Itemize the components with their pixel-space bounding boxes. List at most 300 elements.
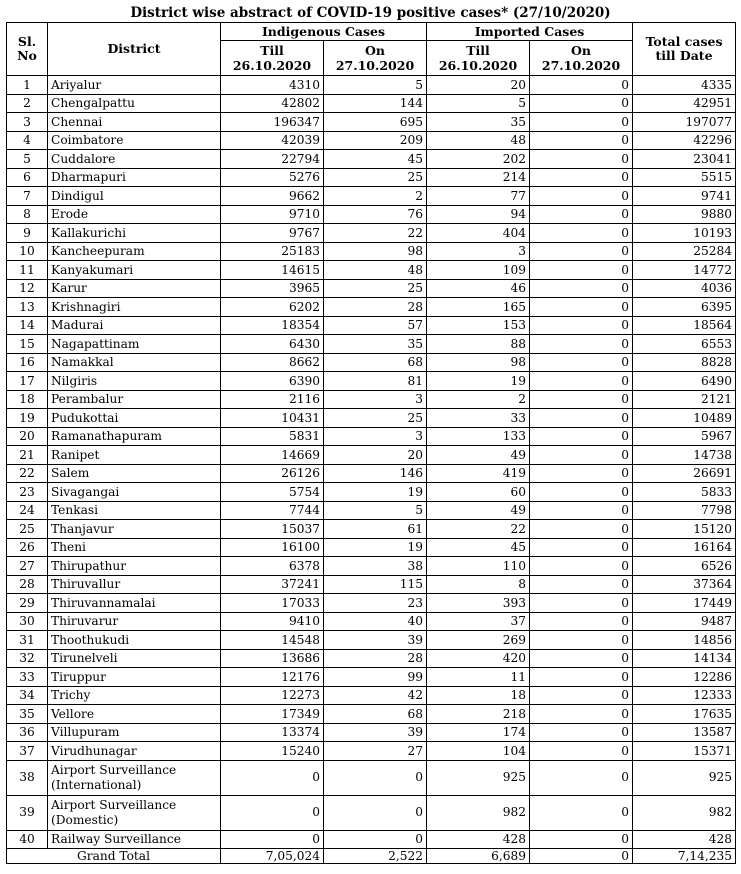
covid-district-table	[6, 22, 736, 864]
cell-imported-on: 0	[530, 335, 633, 354]
cell-indigenous-on: 25	[324, 279, 427, 298]
table-row	[7, 612, 736, 631]
cell-imported-till: 925	[427, 760, 530, 795]
cell-indigenous-on: 3	[324, 427, 427, 446]
cell-sl-no: 30	[7, 612, 48, 631]
cell-indigenous-on: 25	[324, 168, 427, 187]
cell-sl-no: 37	[7, 742, 48, 761]
cell-imported-till: 49	[427, 446, 530, 465]
header-sl-no: Sl. No	[7, 23, 48, 76]
header-imported-on: On 27.10.2020	[530, 41, 633, 76]
grand-total-indigenous-on: 2,522	[324, 849, 427, 864]
cell-indigenous-till: 5754	[221, 483, 324, 502]
cell-sl-no: 23	[7, 483, 48, 502]
cell-total: 37364	[633, 575, 736, 594]
cell-imported-till: 8	[427, 575, 530, 594]
cell-indigenous-till: 42802	[221, 94, 324, 113]
cell-total: 26691	[633, 464, 736, 483]
cell-indigenous-on: 27	[324, 742, 427, 761]
cell-sl-no: 1	[7, 76, 48, 95]
cell-district: Villupuram	[48, 723, 221, 742]
cell-imported-till: 94	[427, 205, 530, 224]
cell-total: 9487	[633, 612, 736, 631]
cell-total: 10193	[633, 224, 736, 243]
cell-indigenous-on: 23	[324, 594, 427, 613]
cell-district: Thanjavur	[48, 520, 221, 539]
table-row	[7, 76, 736, 95]
cell-sl-no: 21	[7, 446, 48, 465]
table-row	[7, 224, 736, 243]
cell-district: Airport Surveillance (International)	[48, 760, 221, 795]
table-row	[7, 723, 736, 742]
cell-indigenous-till: 196347	[221, 113, 324, 132]
cell-district: Thirupathur	[48, 557, 221, 576]
cell-imported-till: 419	[427, 464, 530, 483]
cell-imported-till: 11	[427, 668, 530, 687]
cell-district: Madurai	[48, 316, 221, 335]
cell-imported-on: 0	[530, 131, 633, 150]
cell-total: 18564	[633, 316, 736, 335]
cell-imported-till: 77	[427, 187, 530, 206]
cell-imported-till: 269	[427, 631, 530, 650]
cell-imported-till: 37	[427, 612, 530, 631]
cell-district: Kancheepuram	[48, 242, 221, 261]
cell-total: 4335	[633, 76, 736, 95]
cell-indigenous-on: 695	[324, 113, 427, 132]
cell-indigenous-on: 35	[324, 335, 427, 354]
cell-total: 17449	[633, 594, 736, 613]
cell-imported-on: 0	[530, 686, 633, 705]
cell-imported-on: 0	[530, 612, 633, 631]
cell-imported-on: 0	[530, 372, 633, 391]
cell-district: Thiruvarur	[48, 612, 221, 631]
cell-indigenous-on: 42	[324, 686, 427, 705]
cell-total: 9741	[633, 187, 736, 206]
cell-imported-till: 60	[427, 483, 530, 502]
cell-indigenous-till: 2116	[221, 390, 324, 409]
cell-indigenous-till: 18354	[221, 316, 324, 335]
table-row	[7, 205, 736, 224]
cell-sl-no: 12	[7, 279, 48, 298]
cell-total: 14134	[633, 649, 736, 668]
cell-imported-till: 174	[427, 723, 530, 742]
cell-imported-on: 0	[530, 464, 633, 483]
cell-total: 6490	[633, 372, 736, 391]
cell-district: Chennai	[48, 113, 221, 132]
cell-imported-on: 0	[530, 409, 633, 428]
cell-indigenous-on: 28	[324, 649, 427, 668]
cell-total: 925	[633, 760, 736, 795]
cell-sl-no: 7	[7, 187, 48, 206]
grand-total-indigenous-till: 7,05,024	[221, 849, 324, 864]
cell-indigenous-till: 0	[221, 760, 324, 795]
cell-imported-on: 0	[530, 261, 633, 280]
cell-imported-till: 48	[427, 131, 530, 150]
cell-district: Kallakurichi	[48, 224, 221, 243]
table-row	[7, 464, 736, 483]
cell-indigenous-till: 22794	[221, 150, 324, 169]
cell-district: Virudhunagar	[48, 742, 221, 761]
cell-indigenous-till: 10431	[221, 409, 324, 428]
document-page	[6, 4, 735, 864]
cell-imported-till: 133	[427, 427, 530, 446]
cell-district: Nilgiris	[48, 372, 221, 391]
table-row	[7, 242, 736, 261]
cell-indigenous-till: 16100	[221, 538, 324, 557]
cell-total: 15371	[633, 742, 736, 761]
cell-imported-on: 0	[530, 279, 633, 298]
cell-imported-till: 2	[427, 390, 530, 409]
cell-imported-till: 110	[427, 557, 530, 576]
cell-total: 14772	[633, 261, 736, 280]
cell-imported-till: 3	[427, 242, 530, 261]
cell-sl-no: 14	[7, 316, 48, 335]
cell-imported-till: 202	[427, 150, 530, 169]
cell-total: 7798	[633, 501, 736, 520]
cell-sl-no: 34	[7, 686, 48, 705]
cell-indigenous-till: 3965	[221, 279, 324, 298]
cell-indigenous-on: 45	[324, 150, 427, 169]
table-row	[7, 501, 736, 520]
cell-total: 982	[633, 795, 736, 830]
cell-indigenous-till: 7744	[221, 501, 324, 520]
cell-indigenous-till: 14615	[221, 261, 324, 280]
cell-total: 14856	[633, 631, 736, 650]
cell-indigenous-till: 9767	[221, 224, 324, 243]
cell-district: Pudukottai	[48, 409, 221, 428]
cell-imported-on: 0	[530, 742, 633, 761]
cell-sl-no: 24	[7, 501, 48, 520]
cell-indigenous-on: 39	[324, 631, 427, 650]
cell-total: 17635	[633, 705, 736, 724]
cell-indigenous-on: 2	[324, 187, 427, 206]
cell-sl-no: 10	[7, 242, 48, 261]
cell-indigenous-on: 5	[324, 76, 427, 95]
cell-imported-on: 0	[530, 353, 633, 372]
cell-indigenous-on: 19	[324, 538, 427, 557]
cell-imported-till: 19	[427, 372, 530, 391]
cell-sl-no: 8	[7, 205, 48, 224]
table-header	[7, 23, 736, 76]
table-row	[7, 316, 736, 335]
cell-indigenous-on: 68	[324, 705, 427, 724]
cell-indigenous-till: 26126	[221, 464, 324, 483]
cell-sl-no: 20	[7, 427, 48, 446]
cell-sl-no: 31	[7, 631, 48, 650]
grand-total-imported-on: 0	[530, 849, 633, 864]
cell-indigenous-on: 68	[324, 353, 427, 372]
cell-indigenous-till: 37241	[221, 575, 324, 594]
cell-total: 6395	[633, 298, 736, 317]
cell-sl-no: 9	[7, 224, 48, 243]
cell-imported-on: 0	[530, 575, 633, 594]
table-row	[7, 760, 736, 795]
cell-district: Karur	[48, 279, 221, 298]
grand-total-label: Grand Total	[7, 849, 221, 864]
cell-indigenous-on: 5	[324, 501, 427, 520]
cell-sl-no: 28	[7, 575, 48, 594]
cell-total: 42951	[633, 94, 736, 113]
table-row	[7, 279, 736, 298]
header-indigenous-on: On 27.10.2020	[324, 41, 427, 76]
cell-imported-on: 0	[530, 649, 633, 668]
cell-total: 10489	[633, 409, 736, 428]
cell-imported-on: 0	[530, 705, 633, 724]
cell-imported-on: 0	[530, 668, 633, 687]
cell-imported-on: 0	[530, 94, 633, 113]
cell-imported-till: 109	[427, 261, 530, 280]
cell-imported-till: 22	[427, 520, 530, 539]
cell-imported-on: 0	[530, 242, 633, 261]
grand-total-row	[7, 849, 736, 864]
cell-sl-no: 18	[7, 390, 48, 409]
cell-district: Perambalur	[48, 390, 221, 409]
header-indigenous-till: Till 26.10.2020	[221, 41, 324, 76]
cell-total: 9880	[633, 205, 736, 224]
cell-sl-no: 40	[7, 830, 48, 849]
cell-imported-on: 0	[530, 316, 633, 335]
cell-imported-on: 0	[530, 557, 633, 576]
table-row	[7, 409, 736, 428]
table-title: District wise abstract of COVID-19 positive cases* (27/10/2020)	[130, 5, 611, 21]
header-total-cases: Total cases till Date	[633, 23, 736, 76]
cell-indigenous-on: 76	[324, 205, 427, 224]
cell-indigenous-till: 17033	[221, 594, 324, 613]
table-row	[7, 686, 736, 705]
header-district: District	[48, 23, 221, 76]
cell-imported-on: 0	[530, 501, 633, 520]
table-row	[7, 168, 736, 187]
table-row	[7, 830, 736, 849]
cell-indigenous-on: 0	[324, 760, 427, 795]
table-row	[7, 113, 736, 132]
cell-imported-on: 0	[530, 520, 633, 539]
cell-sl-no: 13	[7, 298, 48, 317]
cell-indigenous-till: 13374	[221, 723, 324, 742]
cell-district: Ariyalur	[48, 76, 221, 95]
cell-total: 14738	[633, 446, 736, 465]
table-row	[7, 353, 736, 372]
cell-sl-no: 19	[7, 409, 48, 428]
cell-imported-till: 46	[427, 279, 530, 298]
cell-indigenous-till: 0	[221, 795, 324, 830]
cell-imported-till: 214	[427, 168, 530, 187]
cell-district: Thiruvannamalai	[48, 594, 221, 613]
cell-total: 4036	[633, 279, 736, 298]
cell-sl-no: 4	[7, 131, 48, 150]
cell-indigenous-till: 5276	[221, 168, 324, 187]
cell-total: 197077	[633, 113, 736, 132]
cell-total: 12333	[633, 686, 736, 705]
cell-total: 12286	[633, 668, 736, 687]
cell-indigenous-on: 0	[324, 795, 427, 830]
cell-imported-till: 45	[427, 538, 530, 557]
cell-district: Tenkasi	[48, 501, 221, 520]
table-row	[7, 446, 736, 465]
cell-indigenous-till: 42039	[221, 131, 324, 150]
cell-imported-on: 0	[530, 538, 633, 557]
cell-imported-till: 428	[427, 830, 530, 849]
table-row	[7, 557, 736, 576]
cell-indigenous-till: 6390	[221, 372, 324, 391]
cell-indigenous-on: 19	[324, 483, 427, 502]
table-row	[7, 668, 736, 687]
cell-indigenous-on: 0	[324, 830, 427, 849]
cell-total: 15120	[633, 520, 736, 539]
table-row	[7, 575, 736, 594]
cell-indigenous-till: 14548	[221, 631, 324, 650]
table-row	[7, 631, 736, 650]
grand-total-all: 7,14,235	[633, 849, 736, 864]
cell-imported-till: 393	[427, 594, 530, 613]
cell-imported-on: 0	[530, 594, 633, 613]
cell-indigenous-till: 17349	[221, 705, 324, 724]
table-row	[7, 372, 736, 391]
cell-imported-till: 18	[427, 686, 530, 705]
cell-imported-on: 0	[530, 760, 633, 795]
cell-sl-no: 6	[7, 168, 48, 187]
cell-indigenous-on: 25	[324, 409, 427, 428]
table-row	[7, 390, 736, 409]
cell-imported-on: 0	[530, 168, 633, 187]
cell-total: 5833	[633, 483, 736, 502]
cell-district: Chengalpattu	[48, 94, 221, 113]
cell-district: Tirunelveli	[48, 649, 221, 668]
cell-sl-no: 2	[7, 94, 48, 113]
cell-imported-till: 20	[427, 76, 530, 95]
cell-imported-on: 0	[530, 224, 633, 243]
cell-district: Dharmapuri	[48, 168, 221, 187]
cell-indigenous-on: 3	[324, 390, 427, 409]
table-row	[7, 705, 736, 724]
cell-indigenous-till: 9710	[221, 205, 324, 224]
cell-district: Trichy	[48, 686, 221, 705]
cell-indigenous-on: 209	[324, 131, 427, 150]
cell-imported-till: 88	[427, 335, 530, 354]
table-row	[7, 261, 736, 280]
cell-district: Kanyakumari	[48, 261, 221, 280]
cell-district: Namakkal	[48, 353, 221, 372]
table-row	[7, 538, 736, 557]
cell-indigenous-on: 22	[324, 224, 427, 243]
cell-sl-no: 39	[7, 795, 48, 830]
table-row	[7, 335, 736, 354]
cell-imported-till: 153	[427, 316, 530, 335]
cell-indigenous-till: 14669	[221, 446, 324, 465]
cell-indigenous-till: 5831	[221, 427, 324, 446]
cell-imported-till: 218	[427, 705, 530, 724]
cell-district: Sivagangai	[48, 483, 221, 502]
cell-district: Coimbatore	[48, 131, 221, 150]
cell-district: Thoothukudi	[48, 631, 221, 650]
cell-imported-on: 0	[530, 483, 633, 502]
cell-imported-till: 98	[427, 353, 530, 372]
cell-imported-till: 104	[427, 742, 530, 761]
cell-indigenous-till: 8662	[221, 353, 324, 372]
cell-total: 428	[633, 830, 736, 849]
header-imported-cases: Imported Cases	[427, 23, 633, 41]
cell-imported-till: 49	[427, 501, 530, 520]
cell-imported-till: 982	[427, 795, 530, 830]
cell-district: Dindigul	[48, 187, 221, 206]
table-row	[7, 131, 736, 150]
cell-indigenous-on: 57	[324, 316, 427, 335]
table-row	[7, 649, 736, 668]
table-body	[7, 76, 736, 849]
table-row	[7, 483, 736, 502]
cell-district: Theni	[48, 538, 221, 557]
cell-imported-on: 0	[530, 830, 633, 849]
cell-district: Nagapattinam	[48, 335, 221, 354]
cell-district: Railway Surveillance	[48, 830, 221, 849]
cell-imported-till: 165	[427, 298, 530, 317]
cell-imported-on: 0	[530, 723, 633, 742]
cell-total: 2121	[633, 390, 736, 409]
cell-indigenous-on: 28	[324, 298, 427, 317]
table-row	[7, 520, 736, 539]
cell-district: Krishnagiri	[48, 298, 221, 317]
cell-indigenous-till: 6202	[221, 298, 324, 317]
cell-sl-no: 29	[7, 594, 48, 613]
cell-imported-on: 0	[530, 187, 633, 206]
cell-total: 6526	[633, 557, 736, 576]
cell-imported-till: 5	[427, 94, 530, 113]
cell-sl-no: 33	[7, 668, 48, 687]
cell-indigenous-on: 38	[324, 557, 427, 576]
cell-total: 16164	[633, 538, 736, 557]
cell-total: 25284	[633, 242, 736, 261]
cell-indigenous-on: 99	[324, 668, 427, 687]
grand-total-imported-till: 6,689	[427, 849, 530, 864]
header-indigenous-cases: Indigenous Cases	[221, 23, 427, 41]
table-row	[7, 298, 736, 317]
cell-imported-on: 0	[530, 150, 633, 169]
cell-indigenous-till: 12176	[221, 668, 324, 687]
table-row	[7, 742, 736, 761]
cell-total: 42296	[633, 131, 736, 150]
cell-sl-no: 17	[7, 372, 48, 391]
cell-indigenous-on: 39	[324, 723, 427, 742]
cell-imported-on: 0	[530, 205, 633, 224]
cell-total: 6553	[633, 335, 736, 354]
cell-imported-on: 0	[530, 76, 633, 95]
table-row	[7, 427, 736, 446]
cell-district: Thiruvallur	[48, 575, 221, 594]
cell-district: Vellore	[48, 705, 221, 724]
cell-indigenous-on: 48	[324, 261, 427, 280]
cell-sl-no: 3	[7, 113, 48, 132]
cell-total: 8828	[633, 353, 736, 372]
cell-imported-till: 404	[427, 224, 530, 243]
cell-indigenous-till: 15240	[221, 742, 324, 761]
cell-imported-till: 35	[427, 113, 530, 132]
cell-total: 5967	[633, 427, 736, 446]
cell-imported-till: 420	[427, 649, 530, 668]
cell-total: 23041	[633, 150, 736, 169]
cell-imported-till: 33	[427, 409, 530, 428]
cell-indigenous-till: 9410	[221, 612, 324, 631]
cell-total: 5515	[633, 168, 736, 187]
cell-district: Ranipet	[48, 446, 221, 465]
cell-sl-no: 32	[7, 649, 48, 668]
cell-sl-no: 5	[7, 150, 48, 169]
cell-indigenous-on: 81	[324, 372, 427, 391]
table-row	[7, 94, 736, 113]
cell-sl-no: 11	[7, 261, 48, 280]
cell-indigenous-till: 6430	[221, 335, 324, 354]
cell-indigenous-till: 25183	[221, 242, 324, 261]
cell-indigenous-till: 9662	[221, 187, 324, 206]
